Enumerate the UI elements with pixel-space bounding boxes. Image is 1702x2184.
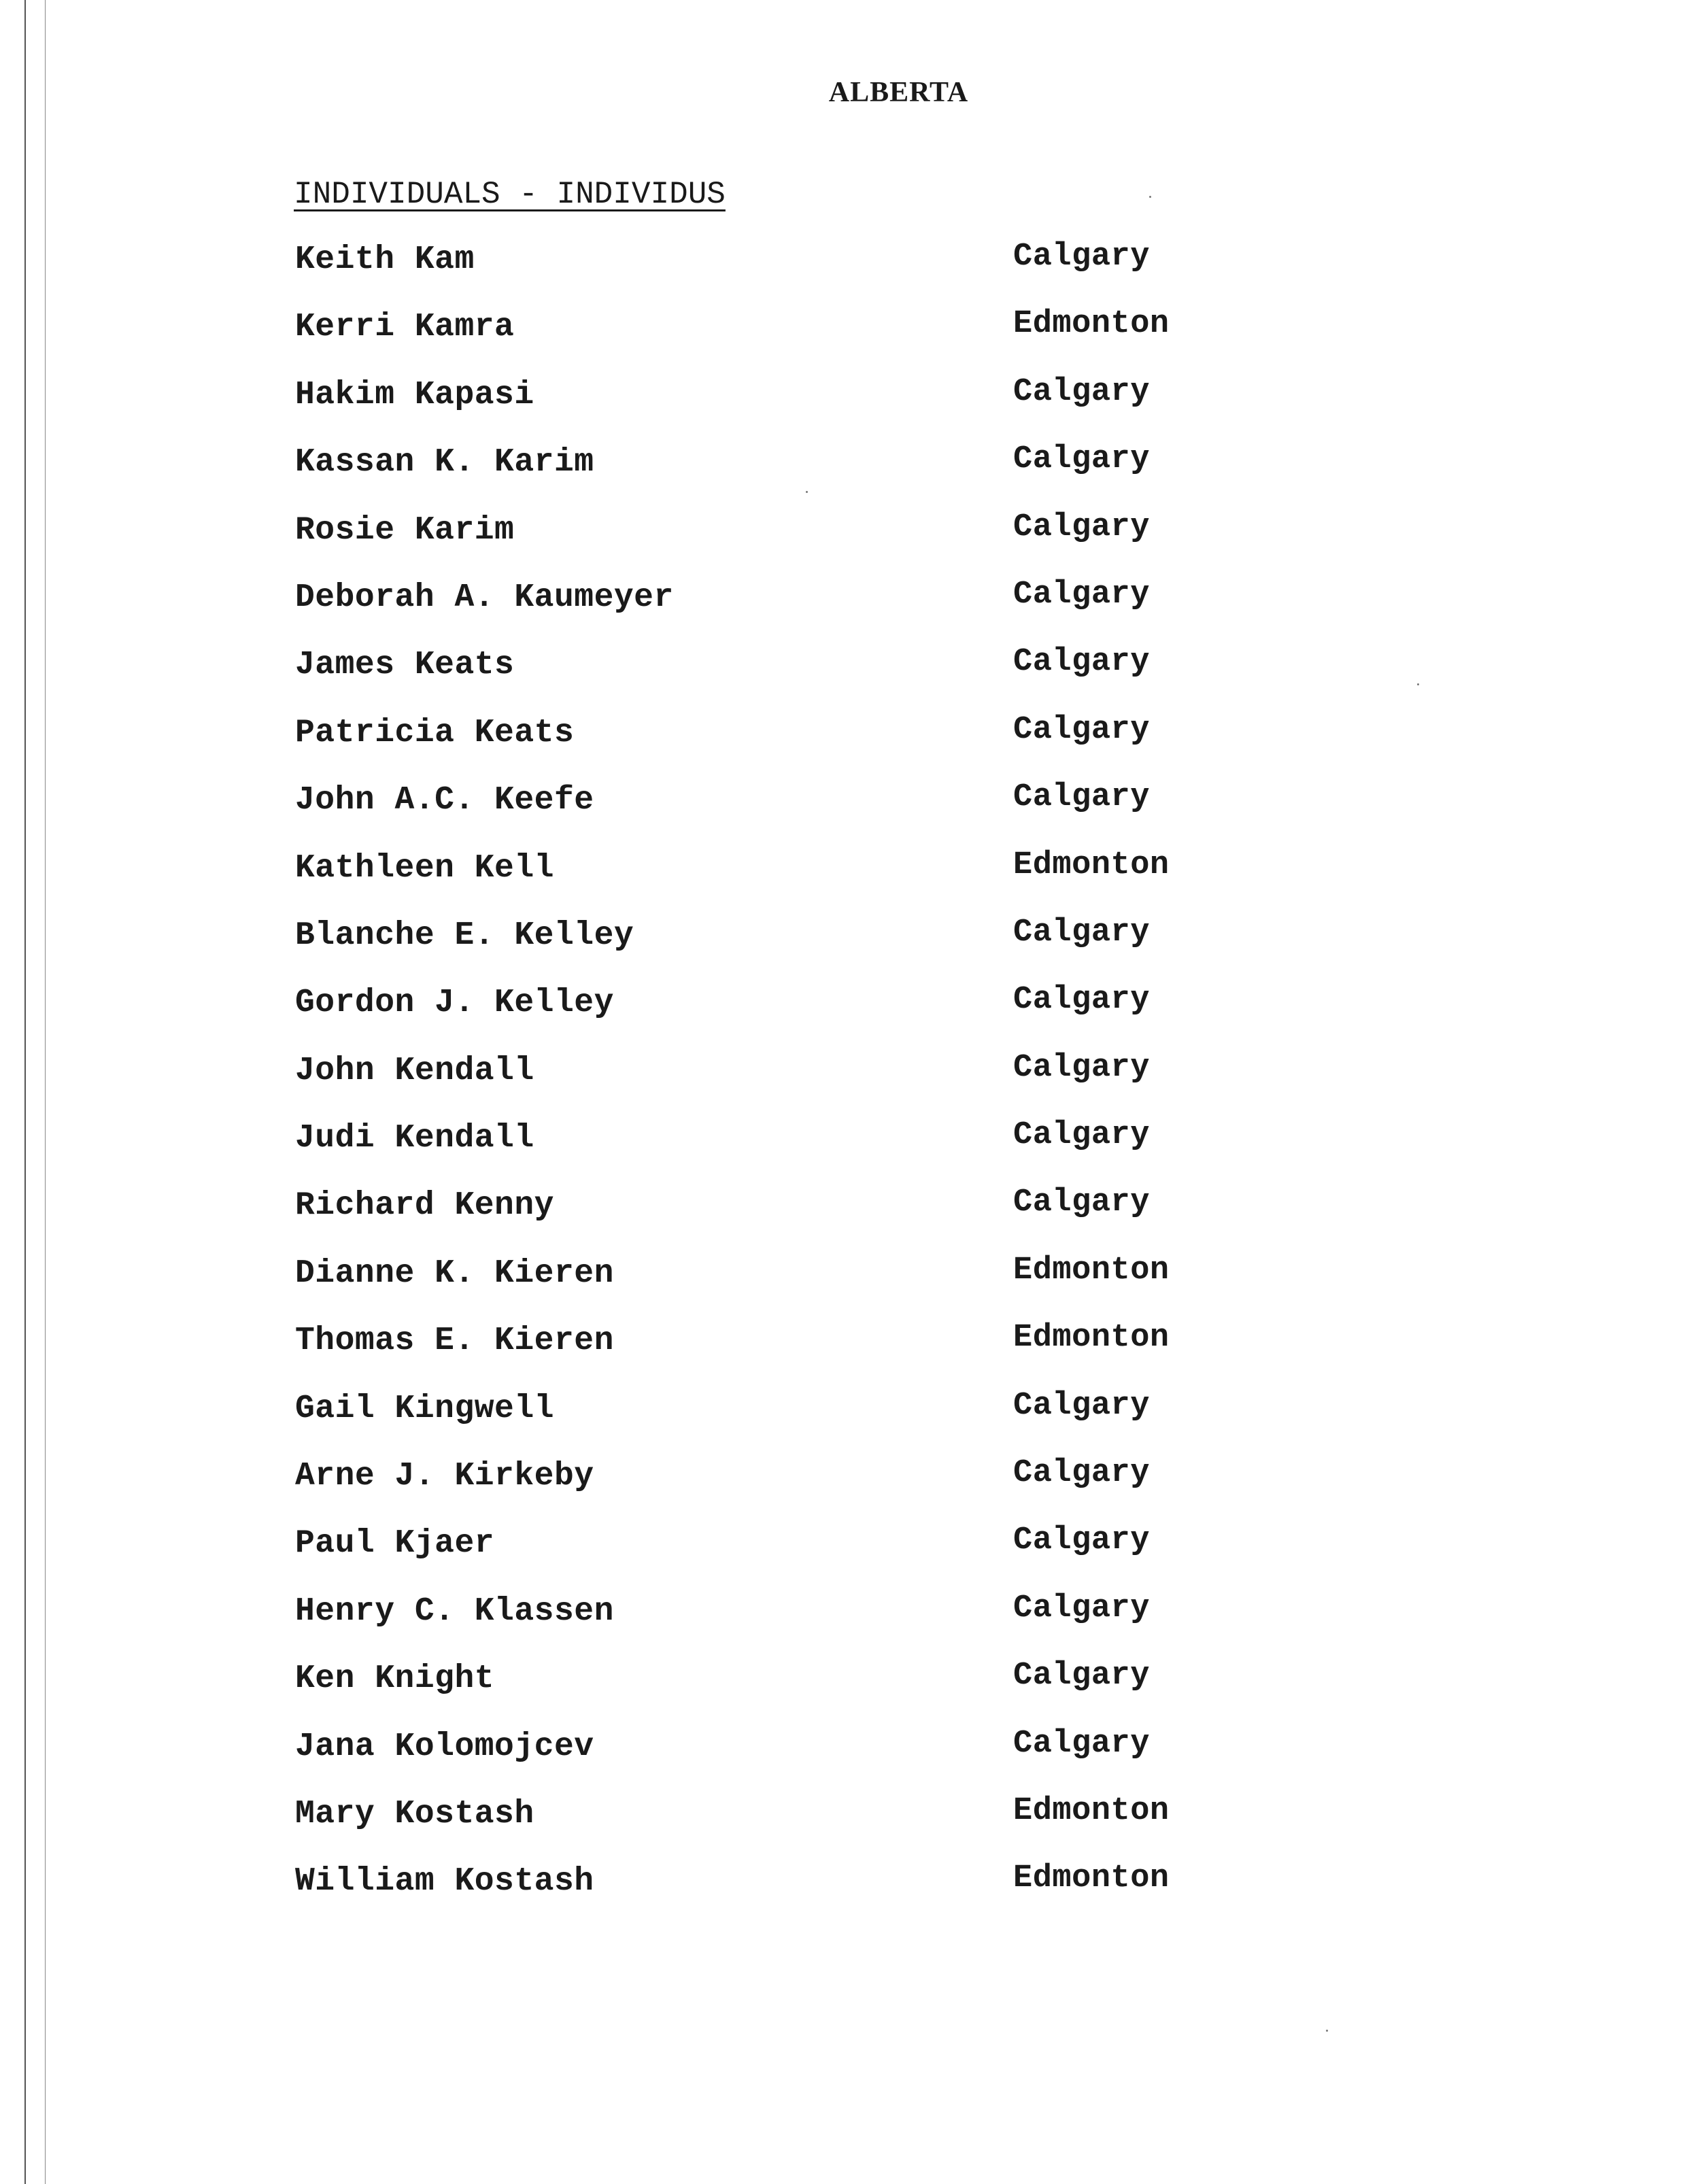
person-city: Edmonton bbox=[1013, 847, 1170, 883]
page-title: ALBERTA bbox=[828, 77, 969, 108]
person-name: Gail Kingwell bbox=[295, 1390, 554, 1427]
scan-speck bbox=[1149, 196, 1151, 198]
person-city: Calgary bbox=[1013, 441, 1150, 478]
person-city: Calgary bbox=[1013, 373, 1150, 410]
person-name: Jana Kolomojcev bbox=[295, 1728, 594, 1765]
person-city: Calgary bbox=[1013, 644, 1150, 681]
person-name: John Kendall bbox=[295, 1052, 534, 1089]
list-item bbox=[0, 1117, 1702, 1187]
list-item bbox=[0, 1725, 1702, 1796]
list-item bbox=[0, 1387, 1702, 1458]
entry-list bbox=[0, 241, 1702, 1931]
person-city: Edmonton bbox=[1013, 1792, 1170, 1829]
person-name: Rosie Karim bbox=[295, 511, 515, 549]
person-city: Calgary bbox=[1013, 779, 1150, 816]
person-name: Patricia Keats bbox=[295, 714, 575, 751]
person-city: Calgary bbox=[1013, 239, 1150, 275]
person-name: Deborah A. Kaumeyer bbox=[295, 579, 674, 616]
person-city: Calgary bbox=[1013, 1049, 1150, 1086]
person-city: Calgary bbox=[1013, 509, 1150, 545]
list-item bbox=[0, 779, 1702, 849]
person-name: Kathleen Kell bbox=[295, 849, 554, 887]
list-item bbox=[0, 914, 1702, 985]
person-city: Calgary bbox=[1013, 576, 1150, 613]
person-city: Calgary bbox=[1013, 1725, 1150, 1762]
person-name: Blanche E. Kelley bbox=[295, 917, 634, 954]
list-item bbox=[0, 373, 1702, 444]
person-name: Dianne K. Kieren bbox=[295, 1255, 614, 1292]
person-name: Judi Kendall bbox=[295, 1120, 534, 1157]
person-city: Calgary bbox=[1013, 1184, 1150, 1221]
list-item bbox=[0, 1860, 1702, 1930]
person-city: Calgary bbox=[1013, 1455, 1150, 1492]
person-name: Mary Kostash bbox=[295, 1795, 534, 1832]
person-city: Edmonton bbox=[1013, 1860, 1170, 1897]
list-item bbox=[0, 1660, 1702, 1728]
person-city: Edmonton bbox=[1013, 306, 1170, 343]
scan-speck bbox=[1326, 2030, 1328, 2032]
person-name: Hakim Kapasi bbox=[295, 376, 534, 413]
person-city: Edmonton bbox=[1013, 1320, 1170, 1357]
person-city: Edmonton bbox=[1013, 1252, 1170, 1289]
person-city: Calgary bbox=[1013, 1117, 1150, 1154]
person-city: Calgary bbox=[1013, 711, 1150, 748]
list-item bbox=[0, 306, 1702, 376]
person-name: Kerri Kamra bbox=[295, 309, 515, 346]
person-name: Thomas E. Kieren bbox=[295, 1323, 614, 1360]
person-city: Calgary bbox=[1013, 1590, 1150, 1626]
list-item bbox=[0, 1320, 1702, 1390]
person-city: Calgary bbox=[1013, 914, 1150, 951]
list-item bbox=[0, 1590, 1702, 1660]
list-item bbox=[0, 241, 1702, 309]
person-name: Richard Kenny bbox=[295, 1187, 554, 1225]
person-name: Arne J. Kirkeby bbox=[295, 1458, 594, 1495]
list-item bbox=[0, 441, 1702, 511]
person-name: Kassan K. Karim bbox=[295, 444, 594, 481]
list-item bbox=[0, 711, 1702, 782]
person-name: William Kostash bbox=[295, 1863, 594, 1900]
person-city: Calgary bbox=[1013, 1658, 1150, 1694]
list-item bbox=[0, 1252, 1702, 1323]
list-item bbox=[0, 1184, 1702, 1255]
list-item bbox=[0, 1522, 1702, 1592]
person-city: Calgary bbox=[1013, 982, 1150, 1019]
person-name: James Keats bbox=[295, 647, 515, 684]
section-heading: INDIVIDUALS - INDIVIDUS bbox=[294, 177, 726, 212]
list-item bbox=[0, 1049, 1702, 1120]
person-name: Paul Kjaer bbox=[295, 1525, 495, 1563]
person-name: Ken Knight bbox=[295, 1660, 495, 1698]
list-item bbox=[0, 847, 1702, 917]
list-item bbox=[0, 644, 1702, 714]
list-item bbox=[0, 576, 1702, 647]
person-name: John A.C. Keefe bbox=[295, 782, 594, 819]
list-item bbox=[0, 1455, 1702, 1525]
person-name: Keith Kam bbox=[295, 241, 475, 278]
person-name: Henry C. Klassen bbox=[295, 1592, 614, 1630]
list-item bbox=[0, 1792, 1702, 1863]
person-name: Gordon J. Kelley bbox=[295, 985, 614, 1022]
person-city: Calgary bbox=[1013, 1387, 1150, 1424]
list-item bbox=[0, 982, 1702, 1052]
person-city: Calgary bbox=[1013, 1522, 1150, 1559]
list-item bbox=[0, 509, 1702, 579]
